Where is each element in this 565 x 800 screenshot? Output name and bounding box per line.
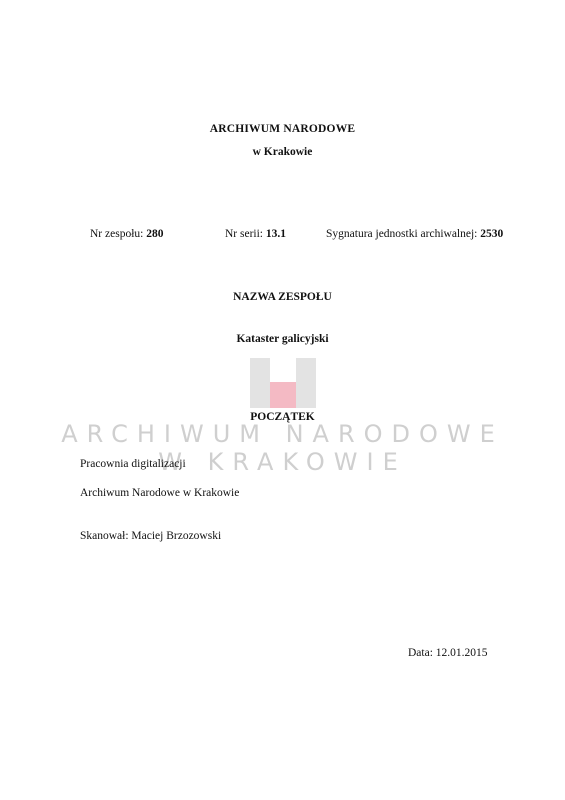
- series-number: [225, 228, 286, 240]
- unit-signature-label: Sygnatura jednostki archiwalnej:: [326, 228, 478, 240]
- fond-name: Kataster galicyjski: [236, 333, 329, 345]
- watermark-emblem-red: [270, 382, 296, 408]
- scan-date: Data: 12.01.2015: [408, 647, 488, 659]
- archive-city: w Krakowie: [252, 146, 313, 158]
- watermark-emblem-white: [270, 358, 296, 382]
- fond-number-value: 280: [146, 228, 164, 240]
- watermark-line1: ARCHIWUM NARODOWE: [61, 420, 504, 448]
- start-heading: POCZĄTEK: [250, 411, 315, 423]
- archive-full-name: Archiwum Narodowe w Krakowie: [80, 487, 240, 499]
- scanned-by: Skanował: Maciej Brzozowski: [80, 530, 222, 542]
- series-number-label: Nr serii:: [225, 228, 264, 240]
- series-number-value: 13.1: [265, 228, 287, 240]
- watermark-emblem-icon: [250, 358, 316, 408]
- unit-signature: [326, 228, 503, 240]
- digitization-lab: Pracownia digitalizacji: [80, 458, 186, 470]
- archive-name: ARCHIWUM NARODOWE: [209, 123, 356, 135]
- fond-number: [90, 228, 163, 240]
- fond-heading: NAZWA ZESPOŁU: [233, 291, 332, 303]
- watermark-line2: W KRAKOWIE: [158, 448, 407, 476]
- unit-signature-value: 2530: [480, 228, 504, 240]
- fond-number-label: Nr zespołu:: [90, 228, 144, 240]
